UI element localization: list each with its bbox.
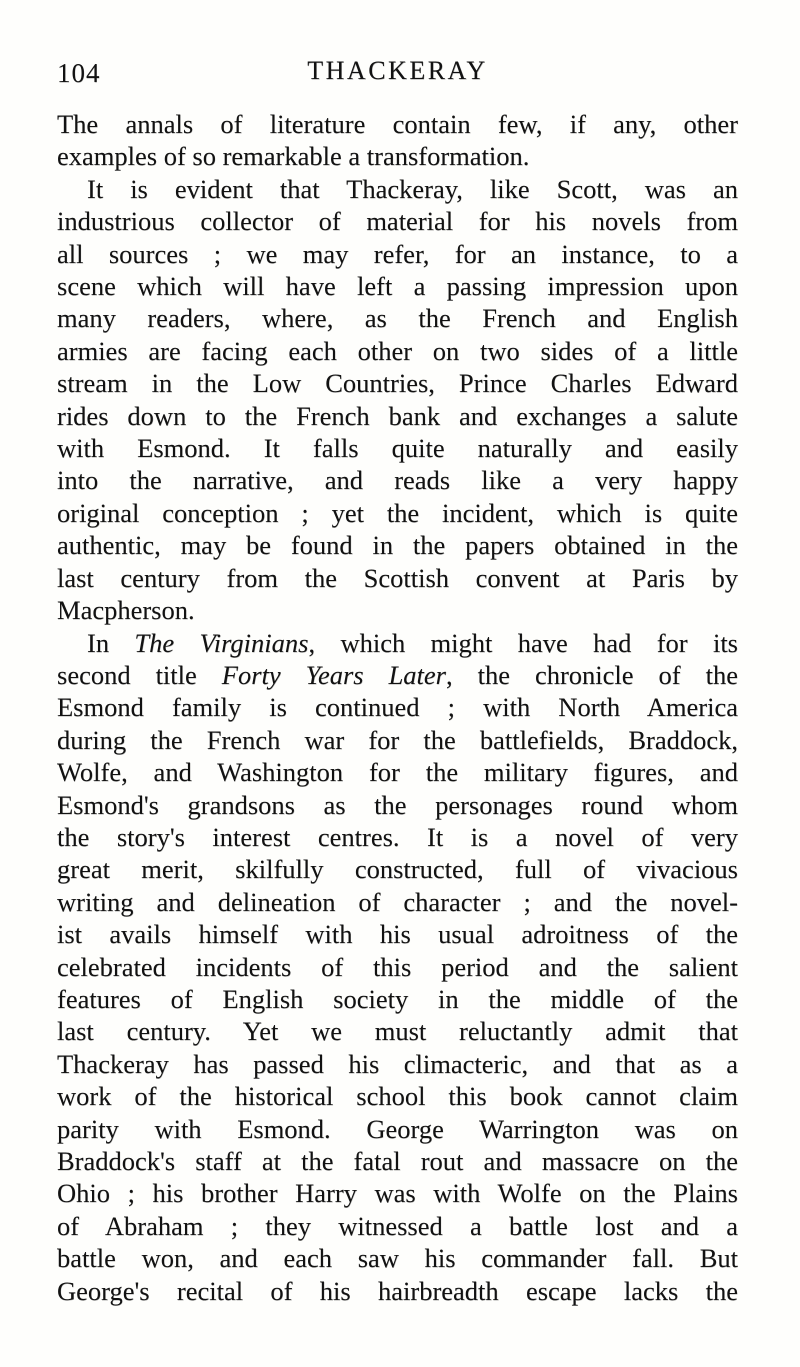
text-line: Esmond family is continued ; with North America	[57, 692, 738, 723]
italic-book-title: Forty Years Later	[221, 659, 446, 690]
text-block	[57, 108, 738, 1307]
paragraph	[57, 627, 738, 1308]
text-line: rides down to the French bank and exchanges a salute	[57, 400, 738, 431]
text-line: the story's interest centres. It is a novel of very	[57, 821, 738, 852]
text-line: of Abraham ; they witnessed a battle lost and a	[57, 1210, 738, 1241]
text-line: during the French war for the battlefields, Braddock,	[57, 724, 738, 755]
italic-book-title: The Virginians	[134, 627, 309, 658]
text-line: In The Virginians, which might have had for its	[87, 627, 738, 658]
text-line: into the narrative, and reads like a very happy	[57, 465, 738, 496]
text-line: The annals of literature contain few, if any, other	[57, 109, 738, 139]
text-line: armies are facing each other on two sides of a little	[57, 335, 738, 366]
paragraph	[57, 108, 738, 173]
text-line: parity with Esmond. George Warrington was on	[57, 1113, 738, 1144]
text-line: Thackeray has passed his climacteric, and that as a	[57, 1048, 738, 1079]
text-line: stream in the Low Countries, Prince Charles Edward	[57, 368, 738, 399]
running-header-title: THACKERAY	[307, 56, 488, 85]
text-line: George's recital of his hairbreadth escape lacks the	[57, 1275, 738, 1306]
text-line: last century. Yet we must reluctantly admit that	[57, 1016, 738, 1047]
text-line: many readers, where, as the French and English	[57, 303, 738, 334]
text-line: great merit, skilfully constructed, full of vivacious	[57, 854, 738, 885]
text-line: examples of so remarkable a transformation.	[57, 141, 530, 172]
text-line: work of the historical school this book cannot claim	[57, 1081, 738, 1112]
text-line: authentic, may be found in the papers obtained in the	[57, 530, 738, 561]
text-line: celebrated incidents of this period and the salient	[57, 951, 738, 982]
text-line: Esmond's grandsons as the personages round whom	[57, 789, 738, 820]
text-line: features of English society in the middle of the	[57, 983, 738, 1014]
paragraph	[57, 173, 738, 627]
text-line: Macpherson.	[57, 595, 195, 626]
text-line: Braddock's staff at the fatal rout and massacre on the	[57, 1146, 738, 1176]
text-line: second title Forty Years Later, the chronicle of the	[57, 659, 738, 690]
text-line: Ohio ; his brother Harry was with Wolfe on the Plains	[57, 1178, 738, 1209]
text-line: industrious collector of material for his novels from	[57, 206, 738, 237]
page-number: 104	[57, 58, 101, 88]
text-line: all sources ; we may refer, for an instance, to a	[57, 238, 738, 269]
running-head	[57, 56, 738, 92]
text-line: last century from the Scottish convent at Paris by	[57, 562, 738, 593]
text-line: It is evident that Thackeray, like Scott, was an	[87, 173, 738, 204]
text-line: writing and delineation of character ; and the novel-	[57, 886, 738, 917]
text-line: battle won, and each saw his commander fall. But	[57, 1243, 738, 1274]
text-line: ist avails himself with his usual adroitness of the	[57, 919, 738, 950]
text-line: Wolfe, and Washington for the military figures, and	[57, 757, 738, 788]
text-line: with Esmond. It falls quite naturally and easily	[57, 433, 738, 464]
text-line: original conception ; yet the incident, which is quite	[57, 497, 738, 528]
text-line: scene which will have left a passing impression upon	[57, 271, 738, 302]
